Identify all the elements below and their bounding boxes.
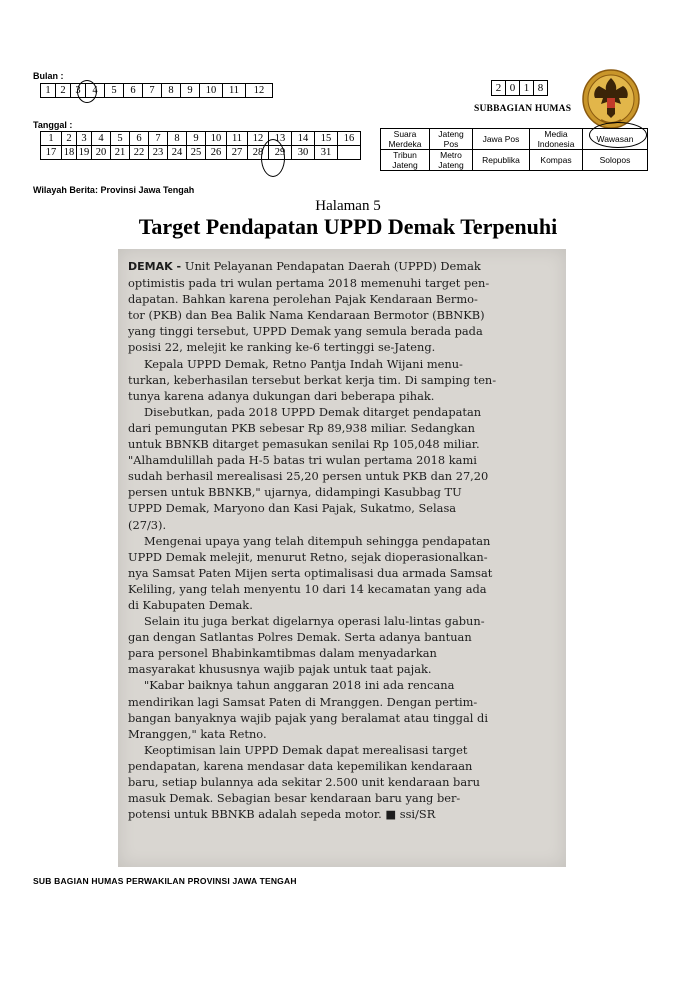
article-line: "Kabar baiknya tahun anggaran 2018 ini ada rencana bbox=[144, 678, 455, 693]
article-line: mendirikan lagi Samsat Paten di Mranggen. Dengan pertim- bbox=[128, 694, 478, 709]
day-cell-6: 6 bbox=[130, 132, 149, 146]
newspaper-jateng-pos: Jateng Pos bbox=[430, 129, 473, 150]
day-cell-20: 20 bbox=[92, 146, 111, 160]
day-cell-13: 13 bbox=[269, 132, 292, 146]
day-cell-17: 17 bbox=[41, 146, 62, 160]
day-cell-empty bbox=[338, 146, 361, 160]
bulan-label: Bulan : bbox=[33, 71, 64, 81]
month-cell-3: 3 bbox=[71, 84, 86, 98]
day-cell-22: 22 bbox=[130, 146, 149, 160]
article-line: Mranggen," kata Retno. bbox=[128, 726, 267, 741]
newspaper-suara-merdeka: Suara Merdeka bbox=[381, 129, 430, 150]
article-paragraph bbox=[118, 677, 566, 741]
day-cell-28: 28 bbox=[248, 146, 269, 160]
article-line: untuk BBNKB ditarget pemasukan senilai Rp 105,048 miliar. bbox=[128, 437, 480, 452]
month-cell-12: 12 bbox=[246, 84, 273, 98]
article-line: baru, setiap bulannya ada sekitar 2.500 unit kendaraan baru bbox=[128, 775, 480, 789]
article-line: dari pemungutan PKB sebesar Rp 89,938 miliar. Sedangkan bbox=[128, 420, 475, 435]
article-line: Keoptimisan lain UPPD Demak dapat merealisasi target bbox=[144, 742, 468, 757]
day-cell-11: 11 bbox=[227, 132, 248, 146]
day-cell-23: 23 bbox=[149, 146, 168, 160]
page-number: Halaman 5 bbox=[315, 198, 381, 214]
selected-day-circle bbox=[261, 139, 285, 177]
article-line: tunya karena adanya dukungan dari beberapa pihak. bbox=[128, 388, 435, 403]
day-cell-7: 7 bbox=[149, 132, 168, 146]
article-line: potensi untuk BBNKB adalah sepeda motor. ■ ssi/SR bbox=[128, 807, 436, 822]
article-line: yang tinggi tersebut, UPPD Demak yang semula berada pada bbox=[128, 324, 483, 339]
article-line: tor (PKB) dan Bea Balik Nama Kendaraan Bermotor (BBNKB) bbox=[128, 308, 485, 323]
article-paragraph bbox=[118, 356, 566, 404]
dateline: DEMAK - bbox=[128, 260, 185, 273]
article-line: Disebutkan, pada 2018 UPPD Demak ditarget pendapatan bbox=[144, 404, 482, 419]
day-cell-3: 3 bbox=[77, 132, 92, 146]
day-cell-4: 4 bbox=[92, 132, 111, 146]
article-line: turkan, keberhasilan tersebut berkat kerja tim. Di samping ten- bbox=[128, 372, 497, 387]
month-cell-2: 2 bbox=[56, 84, 71, 98]
day-cell-24: 24 bbox=[168, 146, 187, 160]
month-cell-6: 6 bbox=[124, 84, 143, 98]
article-line: Mengenai upaya yang telah ditempuh sehingga pendapatan bbox=[144, 533, 491, 548]
month-cell-4: 4 bbox=[86, 84, 105, 98]
day-cell-29: 29 bbox=[269, 146, 292, 160]
year-digit: 8 bbox=[534, 81, 548, 96]
article-line: nya Samsat Paten Mijen serta optimalisasi dua armada Samsat bbox=[128, 565, 493, 580]
newspaper-media-indonesia: Media Indonesia bbox=[530, 129, 583, 150]
newspaper-metro-jateng: Metro Jateng bbox=[430, 150, 473, 171]
article-line: (27/3). bbox=[128, 517, 167, 532]
article-line: posisi 22, melejit ke ranking ke-6 tertinggi se-Jateng. bbox=[128, 340, 436, 355]
tanggal-label: Tanggal : bbox=[33, 120, 73, 130]
day-cell-9: 9 bbox=[187, 132, 206, 146]
newspaper-wawasan: Wawasan bbox=[583, 129, 648, 150]
year-digit: 1 bbox=[520, 81, 534, 96]
year-table bbox=[491, 80, 548, 96]
selected-month-circle bbox=[77, 80, 97, 103]
article-line: masyarakat khususnya wajib pajak untuk taat pajak. bbox=[128, 662, 432, 677]
footer bbox=[33, 876, 297, 886]
article-line-text: Unit Pelayanan Pendapatan Daerah (UPPD) Demak bbox=[184, 259, 481, 273]
month-cell-9: 9 bbox=[181, 84, 200, 98]
wilayah-berita: Wilayah Berita: Provinsi Jawa Tengah bbox=[33, 185, 195, 195]
article-line: Kepala UPPD Demak, Retno Pantja Indah Wijani menu- bbox=[144, 356, 463, 371]
article-line: sudah berhasil merealisasi 25,20 persen untuk PKB dan 27,20 bbox=[128, 469, 489, 484]
article-line: pendapatan, karena mendasar data kepemilikan kendaraan bbox=[128, 758, 473, 773]
article-paragraph bbox=[118, 258, 566, 356]
day-cell-30: 30 bbox=[292, 146, 315, 160]
day-cell-21: 21 bbox=[111, 146, 130, 160]
day-table bbox=[40, 131, 361, 160]
article-paragraph bbox=[118, 533, 566, 613]
selected-paper-circle bbox=[589, 122, 647, 148]
day-cell-19: 19 bbox=[77, 146, 92, 160]
garuda-emblem-icon bbox=[581, 68, 641, 130]
article-line: dapatan. Bahkan karena perolehan Pajak Kendaraan Bermo- bbox=[128, 292, 478, 307]
day-cell-31: 31 bbox=[315, 146, 338, 160]
day-cell-25: 25 bbox=[187, 146, 206, 160]
article-line: UPPD Demak, Maryono dan Kasi Pajak, Sukatmo, Selasa bbox=[128, 501, 457, 516]
day-cell-14: 14 bbox=[292, 132, 315, 146]
news-clipping bbox=[118, 249, 566, 867]
month-cell-5: 5 bbox=[105, 84, 124, 98]
newspaper-jawa-pos: Jawa Pos bbox=[473, 129, 530, 150]
article-line: "Alhamdulillah pada H-5 batas tri wulan pertama 2018 kami bbox=[128, 453, 477, 468]
newspaper-tribun-jateng: Tribun Jateng bbox=[381, 150, 430, 171]
article-line: optimistis pada tri wulan pertama 2018 memenuhi target pen- bbox=[128, 276, 490, 291]
day-cell-15: 15 bbox=[315, 132, 338, 146]
article-paragraph bbox=[118, 613, 566, 677]
article-line: Selain itu juga berkat digelarnya operasi lalu-lintas gabun- bbox=[144, 614, 485, 629]
newspaper-solopos: Solopos bbox=[583, 150, 648, 171]
day-cell-27: 27 bbox=[227, 146, 248, 160]
article-line: di Kabupaten Demak. bbox=[128, 597, 253, 612]
month-cell-1: 1 bbox=[41, 84, 56, 98]
article-line: gan dengan Satlantas Polres Demak. Serta adanya bantuan bbox=[128, 630, 472, 645]
footer-text: SUB BAGIAN HUMAS PERWAKILAN PROVINSI JAWA TENGAH bbox=[33, 876, 297, 886]
day-cell-2: 2 bbox=[62, 132, 77, 146]
article-line: persen untuk BBNKB," ujarnya, didampingi Kasubbag TU bbox=[128, 485, 462, 500]
month-cell-10: 10 bbox=[200, 84, 223, 98]
day-cell-1: 1 bbox=[41, 132, 62, 146]
day-cell-12: 12 bbox=[248, 132, 269, 146]
month-cell-8: 8 bbox=[162, 84, 181, 98]
newspaper-kompas: Kompas bbox=[530, 150, 583, 171]
month-cell-7: 7 bbox=[143, 84, 162, 98]
day-cell-16: 16 bbox=[338, 132, 361, 146]
article-line: bangan banyaknya wajib pajak yang beralamat atau tinggal di bbox=[128, 710, 488, 725]
day-cell-8: 8 bbox=[168, 132, 187, 146]
article-line: Keliling, yang telah menyentu 10 dari 14 kecamatan yang ada bbox=[128, 581, 487, 596]
article-line: UPPD Demak melejit, menurut Retno, sejak dioperasionalkan- bbox=[128, 549, 488, 564]
day-cell-10: 10 bbox=[206, 132, 227, 146]
month-cell-11: 11 bbox=[223, 84, 246, 98]
article-line: para personel Bhabinkamtibmas dalam menyadarkan bbox=[128, 646, 437, 661]
article-paragraph bbox=[118, 404, 566, 533]
article-line: masuk Demak. Sebagian besar kendaraan baru yang ber- bbox=[128, 791, 461, 806]
day-cell-5: 5 bbox=[111, 132, 130, 146]
newspaper-republika: Republika bbox=[473, 150, 530, 171]
article-paragraph bbox=[118, 742, 566, 822]
subbagian-humas: SUBBAGIAN HUMAS bbox=[474, 104, 572, 114]
headline: Target Pendapatan UPPD Demak Terpenuhi bbox=[138, 214, 558, 239]
year-digit: 2 bbox=[492, 81, 506, 96]
day-cell-18: 18 bbox=[62, 146, 77, 160]
article-line bbox=[128, 258, 556, 275]
day-cell-26: 26 bbox=[206, 146, 227, 160]
month-table bbox=[40, 83, 273, 98]
year-digit: 0 bbox=[506, 81, 520, 96]
